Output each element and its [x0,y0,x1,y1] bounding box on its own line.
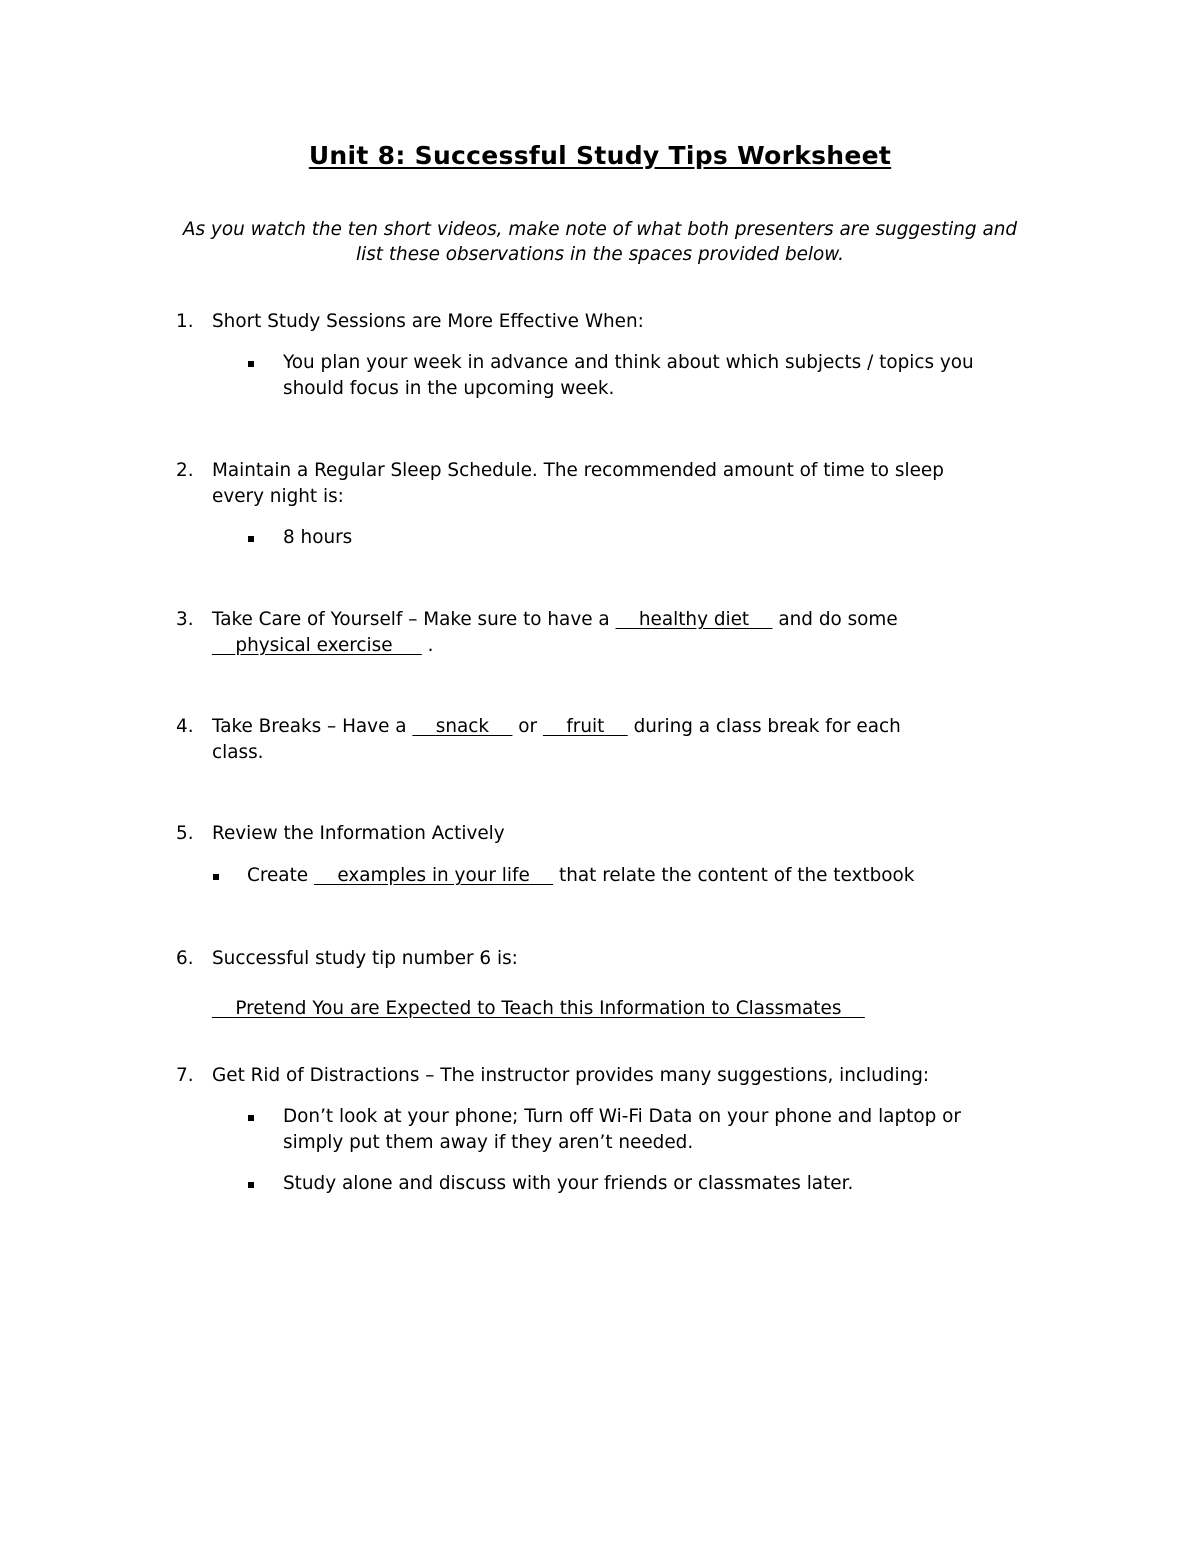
item-5-answer-examples: examples in your life [337,865,530,886]
item-3-line-1 [212,607,898,633]
item-2-bullet-marker [248,536,254,542]
item-5-bullet-pre: Create [247,865,314,886]
item-4-line-2: class. [212,742,264,763]
item-4-text-end: during a class break for each [627,716,901,737]
item-1-text: Short Study Sessions are More Effective When: [212,311,644,332]
item-1-bullet-line-2: should focus in the upcoming week. [283,378,615,399]
intro-instructions [140,217,1060,267]
item-7-bullet-2-marker [248,1182,254,1188]
item-6-answer-line [212,996,865,1022]
item-7-text: Get Rid of Distractions – The instructor provides many suggestions, including: [212,1065,930,1086]
item-5-blank-examples [314,865,553,886]
item-4-text-pre: Take Breaks – Have a [212,716,413,737]
item-3-text-mid: and do some [772,609,898,630]
item-3-line-2 [212,633,433,659]
item-7-bullet-1-marker [248,1115,254,1121]
item-7-bullet-1-line-1: Don’t look at your phone; Turn off Wi-Fi Data on your phone and laptop or [283,1106,961,1127]
item-1-bullet-line-1: You plan your week in advance and think about which subjects / topics you [283,352,974,373]
intro-line-2: list these observations in the spaces provided below. [355,244,845,265]
item-4-line-1 [212,714,901,740]
item-5-text: Review the Information Actively [212,823,505,844]
item-2-line-2: every night is: [212,486,344,507]
worksheet-title: Unit 8: Successful Study Tips Worksheet [308,141,892,170]
item-4-number: 4. [176,716,194,737]
item-5-bullet-end: that relate the content of the textbook [553,865,915,886]
item-2-line-1: Maintain a Regular Sleep Schedule. The recommended amount of time to sleep [212,460,944,481]
item-3-answer-exercise: physical exercise [235,635,393,656]
item-3-blank-exercise [212,635,422,656]
item-5-bullet-line [247,863,914,889]
item-4-blank-snack [412,716,512,737]
item-6-blank [212,998,865,1019]
item-7-bullet-2: Study alone and discuss with your friends or classmates later. [283,1173,854,1194]
item-4-text-mid: or [512,716,543,737]
item-2-number: 2. [176,460,194,481]
item-1-bullet-marker [248,361,254,367]
item-1-number: 1. [176,311,194,332]
item-5-bullet-marker [213,874,219,880]
item-5-number: 5. [176,823,194,844]
item-6-text: Successful study tip number 6 is: [212,948,518,969]
item-7-number: 7. [176,1065,194,1086]
intro-line-1: As you watch the ten short videos, make note of what both presenters are suggesting and [182,219,1018,240]
item-4-answer-snack: snack [435,716,490,737]
item-2-bullet: 8 hours [283,527,353,548]
item-4-answer-fruit: fruit [566,716,605,737]
item-3-answer-diet: healthy diet [638,609,750,630]
item-6-number: 6. [176,948,194,969]
item-4-blank-fruit [543,716,628,737]
item-6-answer: Pretend You are Expected to Teach this Information to Classmates [235,998,842,1019]
item-3-text-pre: Take Care of Yourself – Make sure to have a [212,609,616,630]
item-3-blank-diet [615,609,772,630]
item-7-bullet-1-line-2: simply put them away if they aren’t needed. [283,1132,694,1153]
item-3-text-end: . [421,635,434,656]
item-3-number: 3. [176,609,194,630]
